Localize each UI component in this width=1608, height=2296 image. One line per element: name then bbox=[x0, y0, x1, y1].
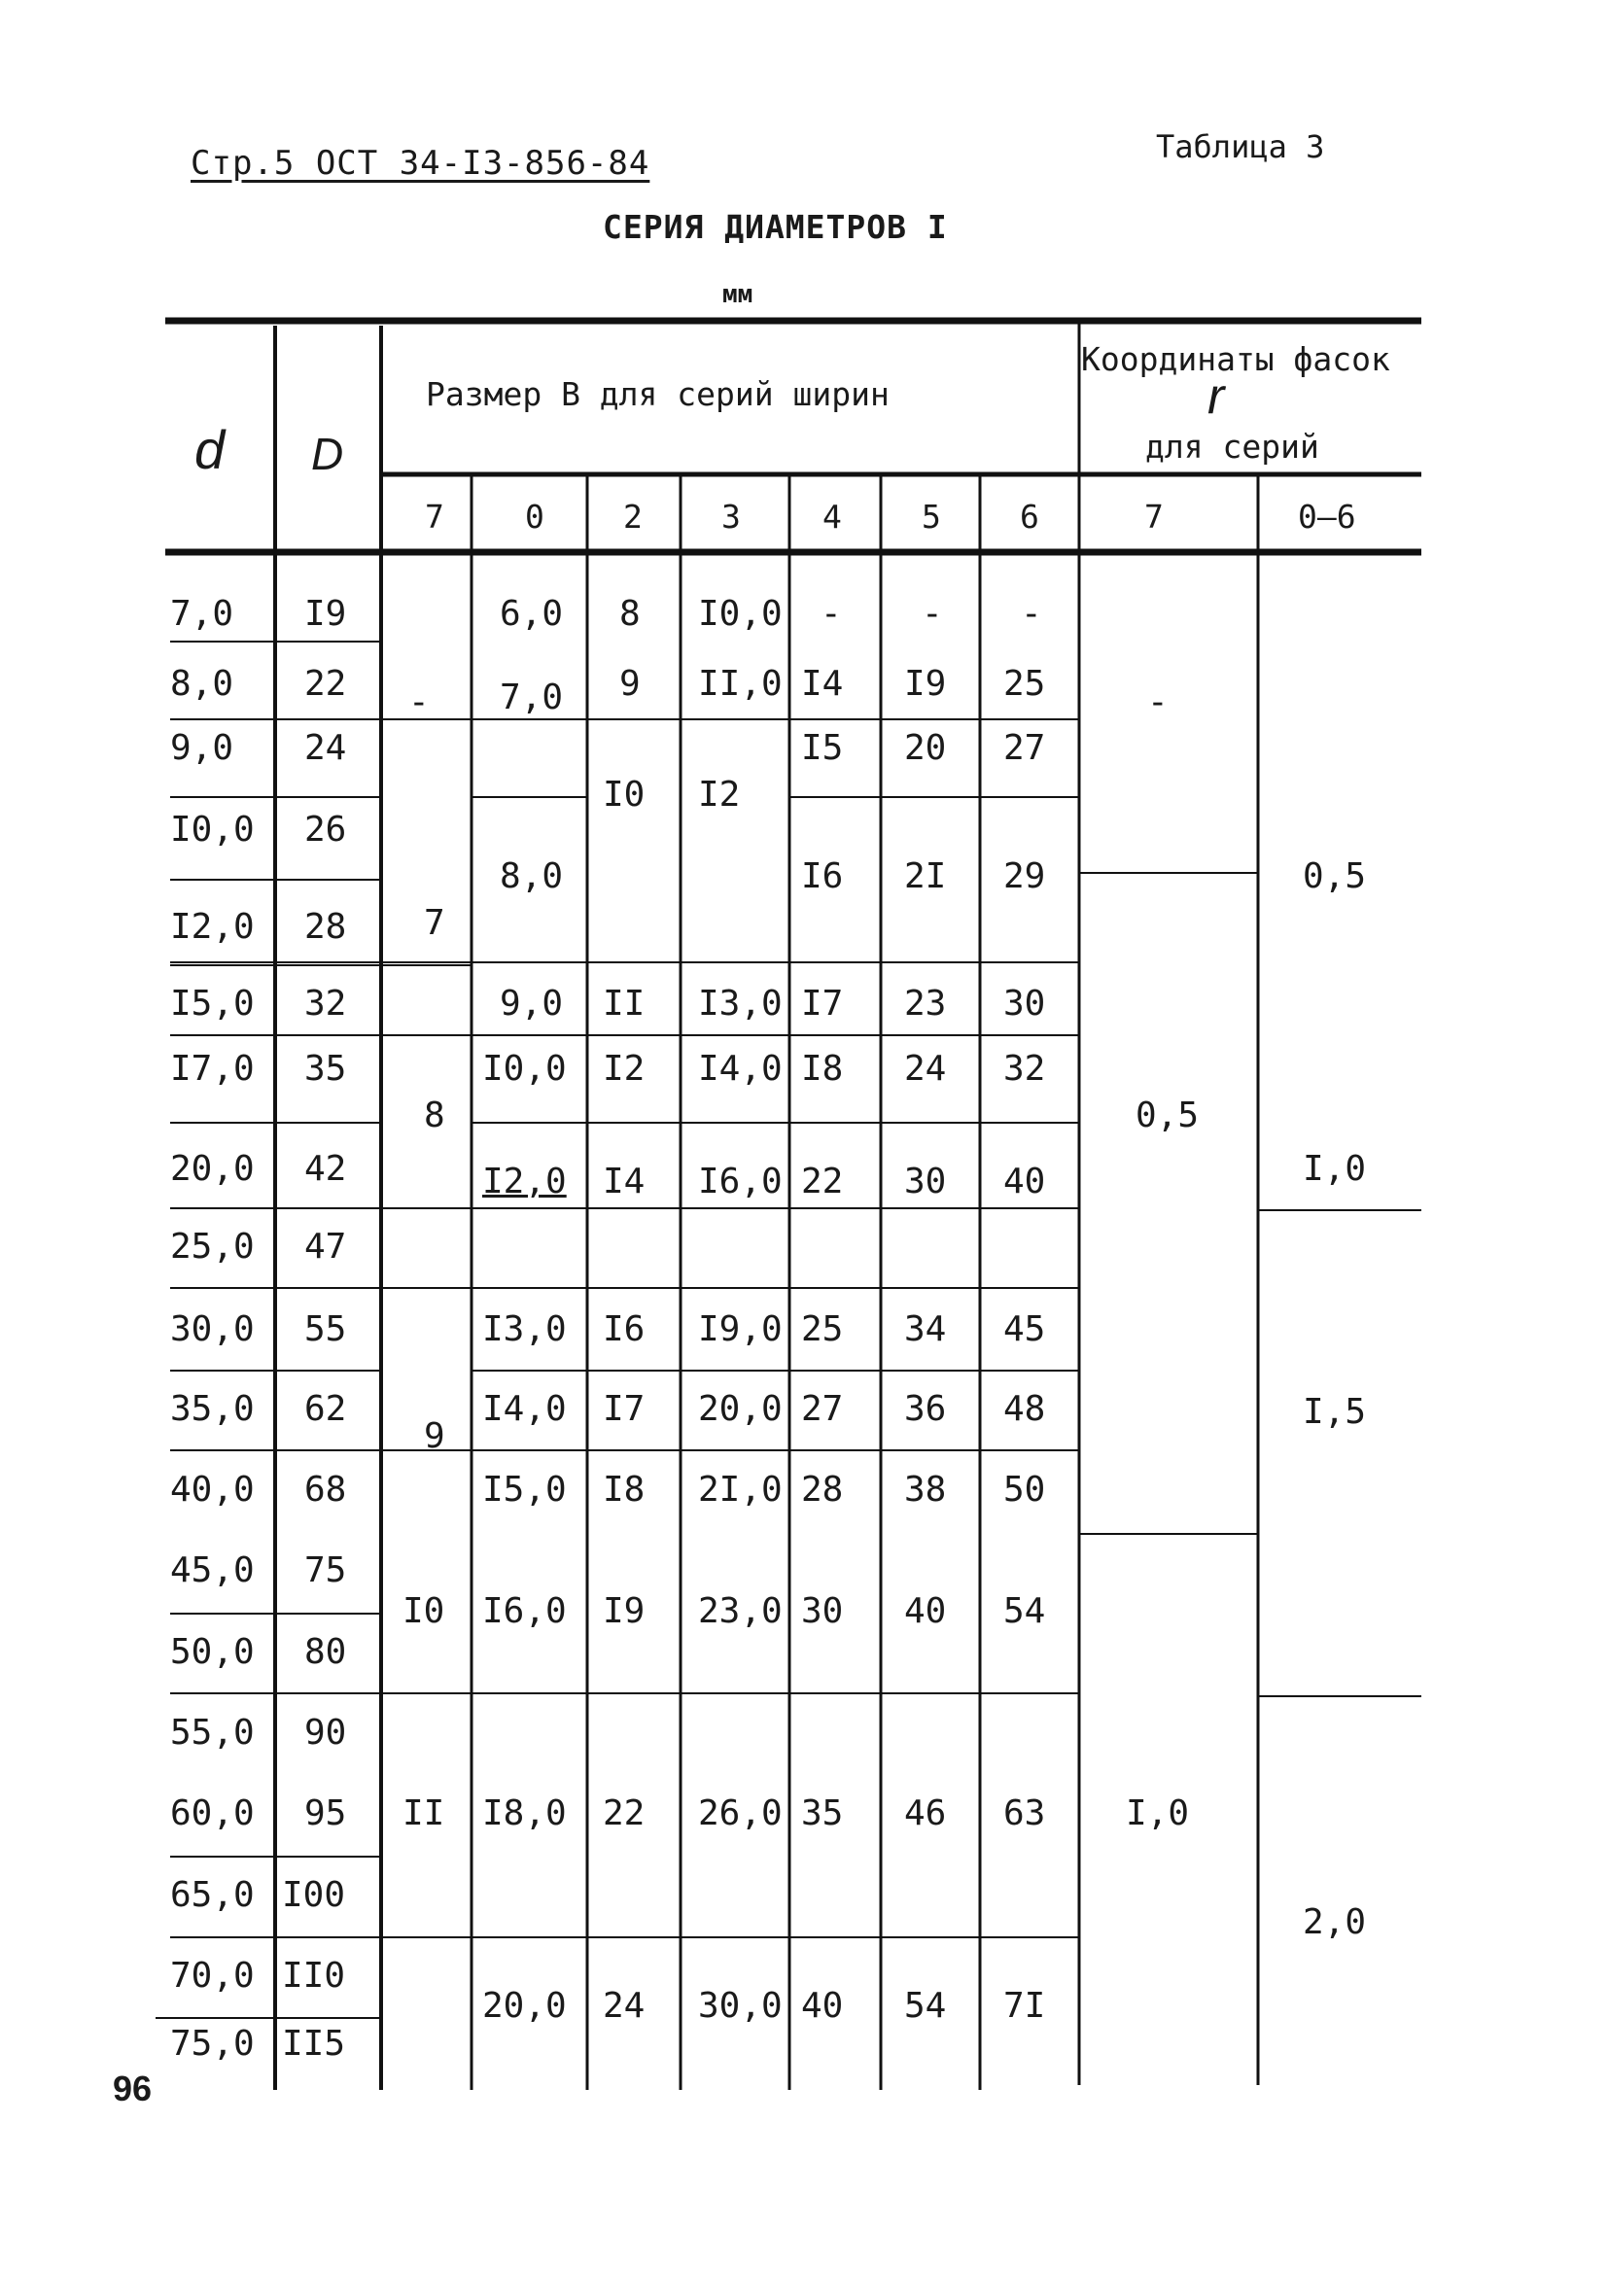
page-number: 96 bbox=[113, 2069, 153, 2108]
r-series-7-value: 0,5 bbox=[1136, 1096, 1200, 1135]
D-value: 22 bbox=[304, 664, 347, 704]
series-7-value: II bbox=[402, 1793, 445, 1833]
d-value: 25,0 bbox=[170, 1227, 255, 1267]
series-header-0: 0 bbox=[525, 498, 544, 536]
series-3-value: I3,0 bbox=[698, 984, 783, 1024]
series-6-value: 54 bbox=[1003, 1591, 1046, 1631]
series-5-value: 24 bbox=[904, 1049, 947, 1089]
series-0-value: I6,0 bbox=[482, 1591, 567, 1631]
series-2-value: I7 bbox=[603, 1389, 646, 1429]
D-value: I00 bbox=[282, 1875, 346, 1915]
series-4-value: I6 bbox=[801, 856, 844, 896]
series-4-value: 40 bbox=[801, 1986, 844, 2026]
series-4-value: - bbox=[821, 594, 842, 634]
series-6-value: 7I bbox=[1003, 1986, 1046, 2026]
series-4-value: 27 bbox=[801, 1389, 844, 1429]
series-3-value: I9,0 bbox=[698, 1309, 783, 1349]
series-4-value: 25 bbox=[801, 1309, 844, 1349]
series-6-value: 32 bbox=[1003, 1049, 1046, 1089]
series-4-value: 30 bbox=[801, 1591, 844, 1631]
series-3-value: 2I,0 bbox=[698, 1470, 783, 1510]
D-value: 24 bbox=[304, 728, 347, 768]
series-5-value: I9 bbox=[904, 664, 947, 704]
series-6-value: 40 bbox=[1003, 1162, 1046, 1201]
series-5-value: 2I bbox=[904, 856, 947, 896]
D-value: 42 bbox=[304, 1149, 347, 1189]
d-value: 75,0 bbox=[170, 2024, 255, 2064]
series-5-value: 36 bbox=[904, 1389, 947, 1429]
d-value: 9,0 bbox=[170, 728, 234, 768]
d-value: 8,0 bbox=[170, 664, 234, 704]
series-header-3: 3 bbox=[721, 498, 741, 536]
d-value: 55,0 bbox=[170, 1713, 255, 1753]
column-d-label: d bbox=[194, 419, 226, 480]
D-value: 62 bbox=[304, 1389, 347, 1429]
width-series-header: Размер В для серий ширин bbox=[426, 375, 890, 413]
series-5-value: 23 bbox=[904, 984, 947, 1024]
series-0-value: I5,0 bbox=[482, 1470, 567, 1510]
series-header-4: 4 bbox=[822, 498, 842, 536]
series-2-value: 22 bbox=[603, 1793, 646, 1833]
D-value: 28 bbox=[304, 907, 347, 947]
document-reference: Стр.5 ОСТ 34-I3-856-84 bbox=[191, 144, 650, 183]
series-5-value: 40 bbox=[904, 1591, 947, 1631]
D-value: 90 bbox=[304, 1713, 347, 1753]
r-series-0-6-value: I,5 bbox=[1303, 1392, 1367, 1432]
series-4-value: 28 bbox=[801, 1470, 844, 1510]
series-header-6: 6 bbox=[1020, 498, 1039, 536]
series-0-value: I8,0 bbox=[482, 1793, 567, 1833]
series-0-value: I4,0 bbox=[482, 1389, 567, 1429]
series-3-value: 30,0 bbox=[698, 1986, 783, 2026]
units-label: мм bbox=[722, 280, 753, 309]
series-4-value: I4 bbox=[801, 664, 844, 704]
d-value: 30,0 bbox=[170, 1309, 255, 1349]
D-value: 35 bbox=[304, 1049, 347, 1089]
D-value: 55 bbox=[304, 1309, 347, 1349]
series-4-value: I7 bbox=[801, 984, 844, 1024]
series-6-value: 29 bbox=[1003, 856, 1046, 896]
d-value: 50,0 bbox=[170, 1632, 255, 1672]
series-3-value: I2 bbox=[698, 775, 741, 815]
D-value: 75 bbox=[304, 1550, 347, 1590]
series-3-value: I6,0 bbox=[698, 1162, 783, 1201]
series-7-value: - bbox=[408, 682, 430, 722]
series-4-value: 35 bbox=[801, 1793, 844, 1833]
series-6-value: 48 bbox=[1003, 1389, 1046, 1429]
series-7-value: 7 bbox=[424, 903, 445, 943]
series-2-value: I0 bbox=[603, 775, 646, 815]
d-value: I7,0 bbox=[170, 1049, 255, 1089]
series-4-value: I5 bbox=[801, 728, 844, 768]
series-5-value: 30 bbox=[904, 1162, 947, 1201]
series-6-value: 30 bbox=[1003, 984, 1046, 1024]
r-series-header-7: 7 bbox=[1144, 498, 1164, 536]
D-value: I9 bbox=[304, 594, 347, 634]
series-3-value: 23,0 bbox=[698, 1591, 783, 1631]
series-header-5: 5 bbox=[922, 498, 941, 536]
D-value: 68 bbox=[304, 1470, 347, 1510]
series-0-value: 7,0 bbox=[500, 678, 564, 717]
series-5-value: 38 bbox=[904, 1470, 947, 1510]
series-3-value: I4,0 bbox=[698, 1049, 783, 1089]
series-2-value: 9 bbox=[619, 664, 641, 704]
series-0-value: 8,0 bbox=[500, 856, 564, 896]
series-2-value: I9 bbox=[603, 1591, 646, 1631]
series-3-value: 26,0 bbox=[698, 1793, 783, 1833]
series-6-value: 50 bbox=[1003, 1470, 1046, 1510]
d-value: 40,0 bbox=[170, 1470, 255, 1510]
series-6-value: - bbox=[1021, 594, 1042, 634]
series-2-value: 8 bbox=[619, 594, 641, 634]
series-0-value: 20,0 bbox=[482, 1986, 567, 2026]
chamfer-r-symbol: r bbox=[1207, 368, 1225, 425]
series-6-value: 63 bbox=[1003, 1793, 1046, 1833]
series-header-7: 7 bbox=[425, 498, 444, 536]
series-header-2: 2 bbox=[623, 498, 643, 536]
d-value: I2,0 bbox=[170, 907, 255, 947]
D-value: 26 bbox=[304, 810, 347, 850]
column-D-label: D bbox=[311, 429, 344, 479]
series-6-value: 25 bbox=[1003, 664, 1046, 704]
series-0-value: 6,0 bbox=[500, 594, 564, 634]
r-series-0-6-value: 2,0 bbox=[1303, 1902, 1367, 1942]
d-value: 7,0 bbox=[170, 594, 234, 634]
series-7-value: 8 bbox=[424, 1096, 445, 1135]
series-0-value: I2,0 bbox=[482, 1162, 567, 1201]
r-series-0-6-value: 0,5 bbox=[1303, 856, 1367, 896]
D-value: 95 bbox=[304, 1793, 347, 1833]
series-6-value: 45 bbox=[1003, 1309, 1046, 1349]
series-2-value: I2 bbox=[603, 1049, 646, 1089]
table-number: Таблица 3 bbox=[1156, 128, 1325, 165]
r-series-7-value: I,0 bbox=[1126, 1793, 1190, 1833]
series-5-value: 34 bbox=[904, 1309, 947, 1349]
series-5-value: 46 bbox=[904, 1793, 947, 1833]
series-7-value: I0 bbox=[402, 1591, 445, 1631]
series-7-value: 9 bbox=[424, 1416, 445, 1456]
series-2-value: I8 bbox=[603, 1470, 646, 1510]
series-2-value: I6 bbox=[603, 1309, 646, 1349]
d-value: 60,0 bbox=[170, 1793, 255, 1833]
series-3-value: 20,0 bbox=[698, 1389, 783, 1429]
chamfer-header-line1: Координаты фасок bbox=[1081, 340, 1390, 378]
series-4-value: I8 bbox=[801, 1049, 844, 1089]
d-value: 20,0 bbox=[170, 1149, 255, 1189]
d-value: I5,0 bbox=[170, 984, 255, 1024]
series-5-value: 20 bbox=[904, 728, 947, 768]
series-0-value: 9,0 bbox=[500, 984, 564, 1024]
series-3-value: I0,0 bbox=[698, 594, 783, 634]
series-2-value: I4 bbox=[603, 1162, 646, 1201]
d-value: 45,0 bbox=[170, 1550, 255, 1590]
d-value: I0,0 bbox=[170, 810, 255, 850]
r-series-0-6-value: I,0 bbox=[1303, 1149, 1367, 1189]
r-series-header-0-6: 0–6 bbox=[1298, 498, 1356, 536]
series-2-value: II bbox=[603, 984, 646, 1024]
series-3-value: II,0 bbox=[698, 664, 783, 704]
series-5-value: 54 bbox=[904, 1986, 947, 2026]
r-series-7-value: - bbox=[1147, 682, 1169, 722]
D-value: 47 bbox=[304, 1227, 347, 1267]
chamfer-header-line2: для серий bbox=[1145, 428, 1319, 466]
D-value: II0 bbox=[282, 1956, 346, 1996]
d-value: 35,0 bbox=[170, 1389, 255, 1429]
series-5-value: - bbox=[922, 594, 943, 634]
d-value: 65,0 bbox=[170, 1875, 255, 1915]
D-value: 80 bbox=[304, 1632, 347, 1672]
series-6-value: 27 bbox=[1003, 728, 1046, 768]
series-0-value: I0,0 bbox=[482, 1049, 567, 1089]
series-2-value: 24 bbox=[603, 1986, 646, 2026]
D-value: II5 bbox=[282, 2024, 346, 2064]
series-0-value: I3,0 bbox=[482, 1309, 567, 1349]
series-4-value: 22 bbox=[801, 1162, 844, 1201]
d-value: 70,0 bbox=[170, 1956, 255, 1996]
D-value: 32 bbox=[304, 984, 347, 1024]
table-title: СЕРИЯ ДИАМЕТРОВ I bbox=[603, 208, 948, 246]
